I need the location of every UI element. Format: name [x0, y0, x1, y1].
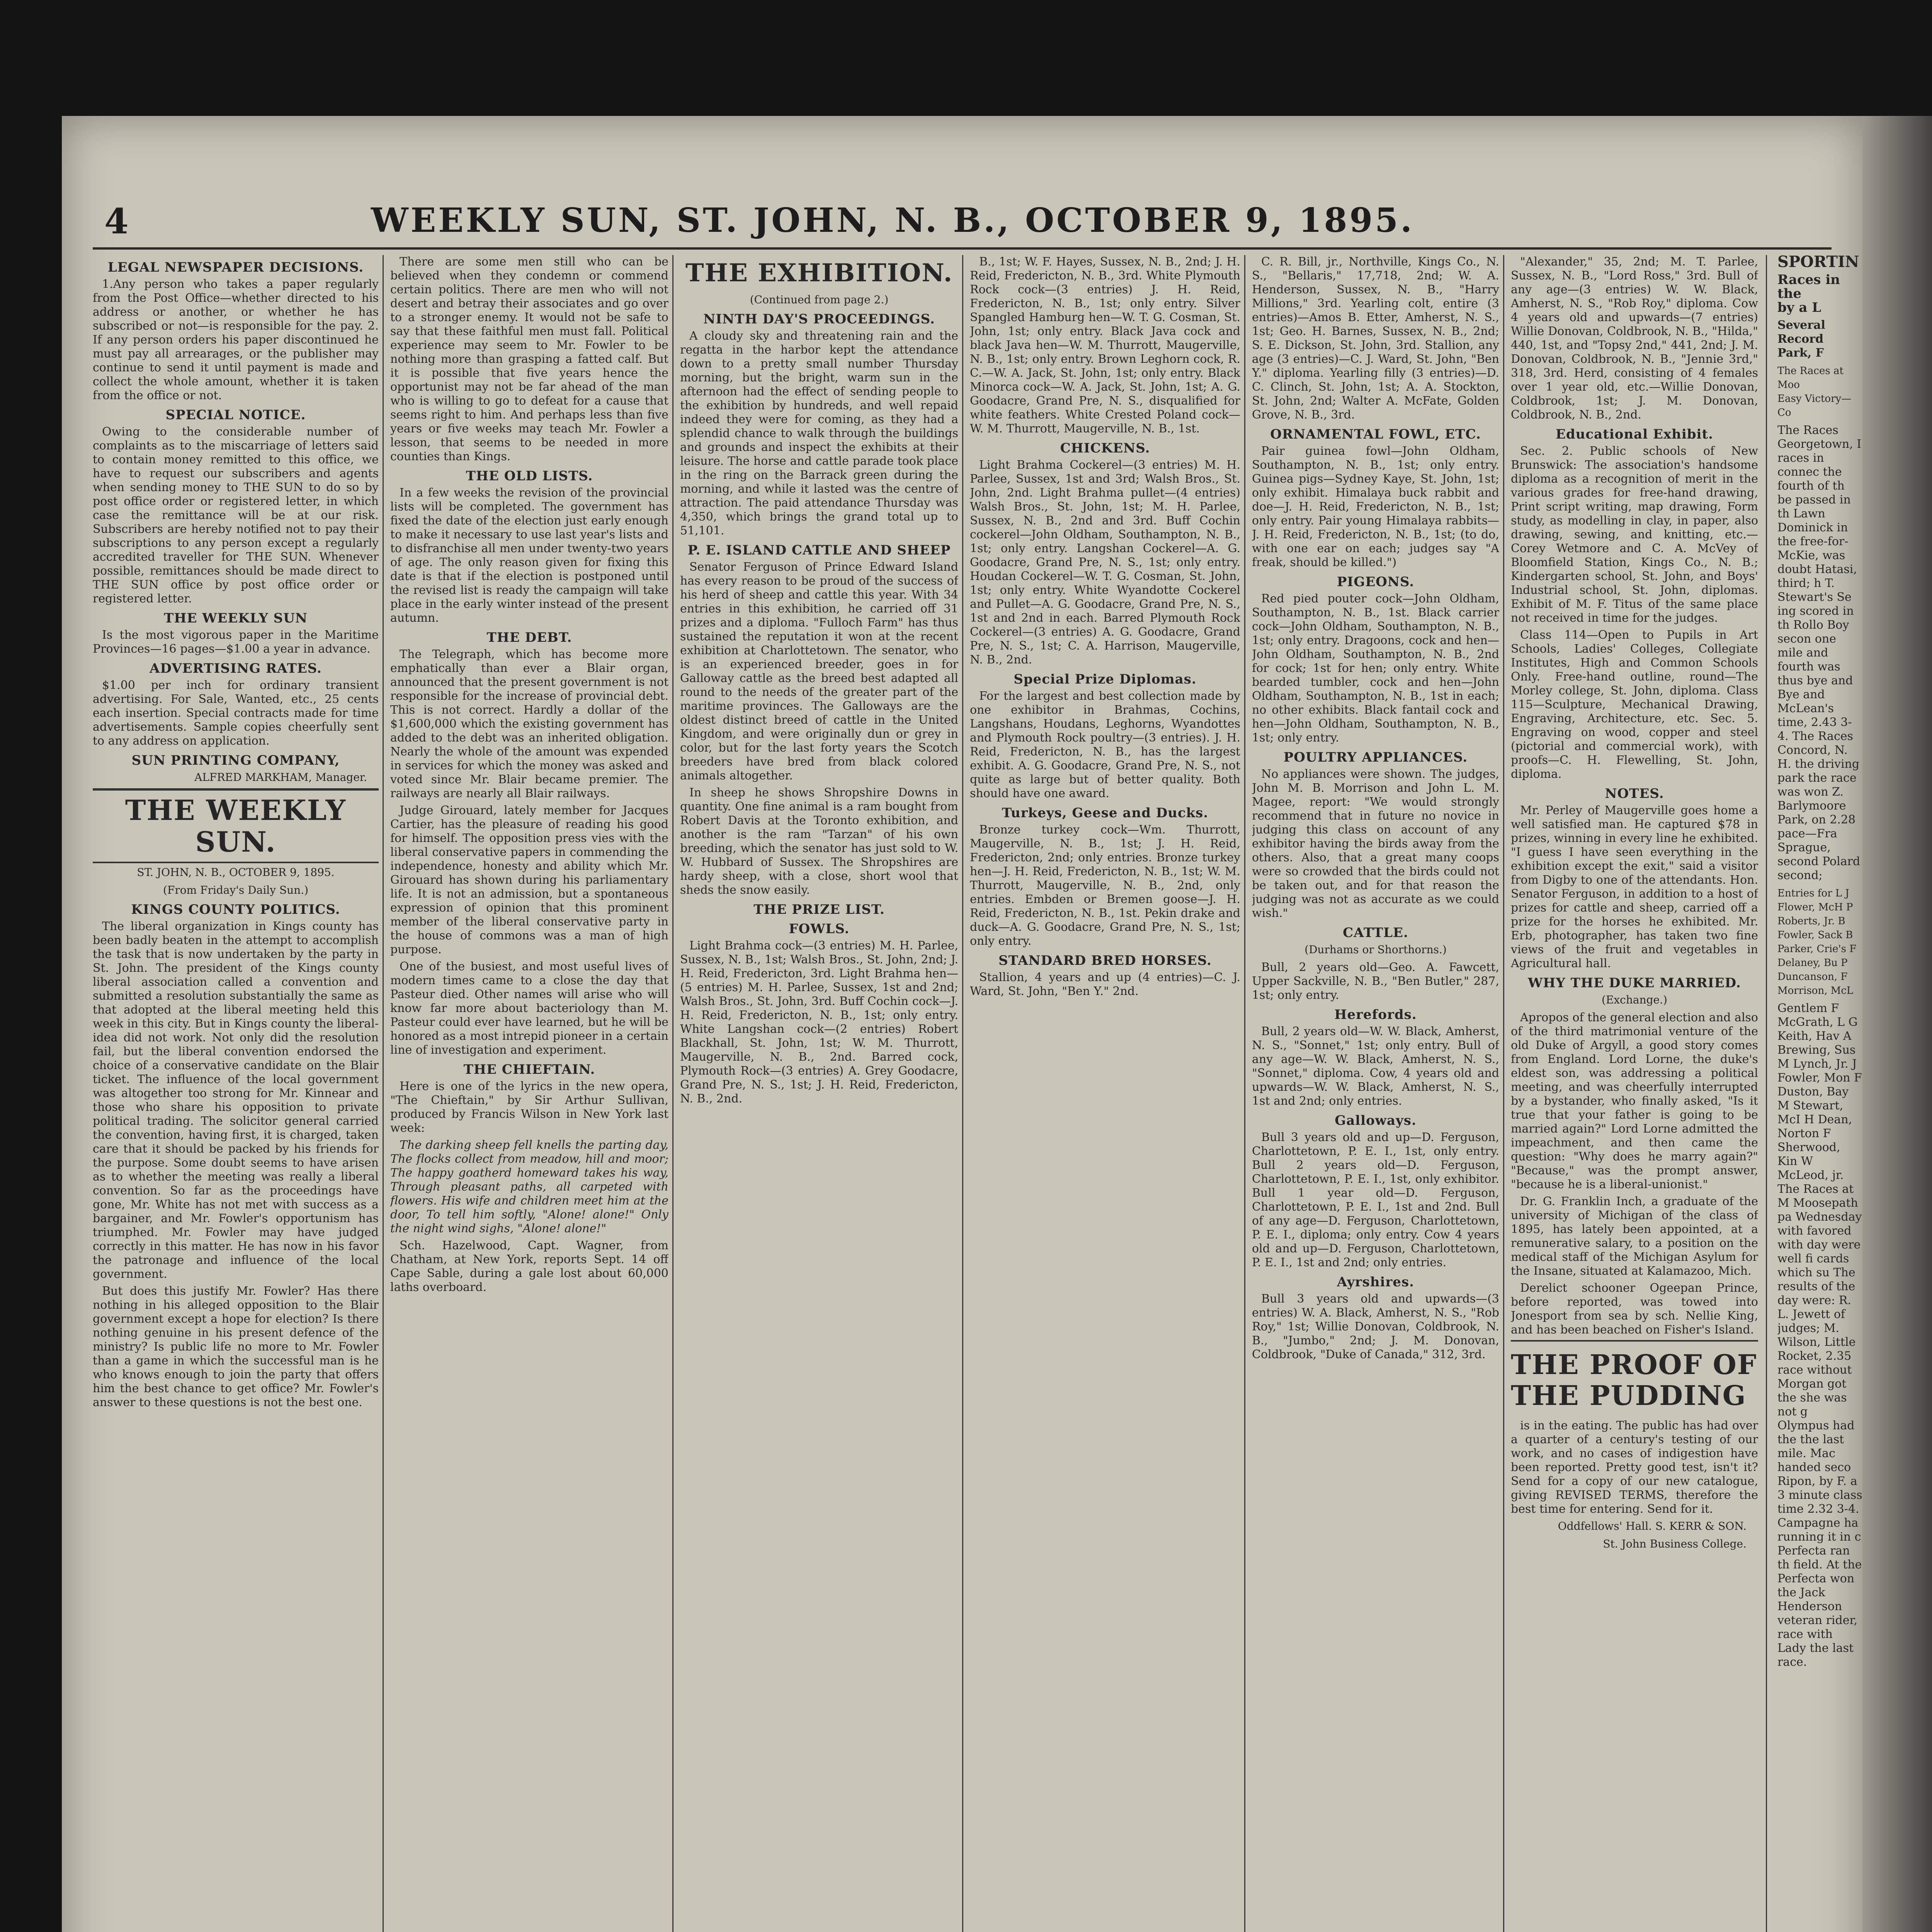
pei-text-2: In sheep he shows Shropshire Downs in quantity. One fine animal is a ram bought from Robert Davis at the Toronto exhibition, and another is the ram "Tarzan" of his own breeding, which the senator has just sold to W. W. Hubbard of Sussex. The Shropshires are hardy sheep, with a close, short wool that sheds the snow easily. [680, 786, 958, 897]
divider [93, 862, 379, 863]
ninth-day-heading: NINTH DAY'S PROCEEDINGS. [703, 311, 935, 327]
column-4 [970, 255, 1240, 1932]
proof-of-pudding-text: is in the eating. The public has had over a quarter of a century's testing of our work, and no cases of indigestion have been reported. Pretty good test, isn't it? Send for a copy of our new catalogue, giving REVISED TERMS, therefore the best time for entering. Send for it. [1511, 1419, 1758, 1516]
duke-subheading: (Exchange.) [1602, 993, 1667, 1006]
notes-heading: NOTES. [1605, 786, 1664, 801]
chickens-text: Light Brahma Cockerel—(3 entries) M. H. Parlee, Sussex, 1st and 3rd; Walsh Bros., St. John, 2nd. Light Brahma pullet—(4 entries) Walsh Bros., St. John, 1st; M. H. Parlee, Sussex, N. B., 2nd and 3rd. Buff Cochin cockerel—John Oldham, Southampton, N. B., 1st; only entry. Langshan Cockerel—A. G. Goodacre, Grand Pre, N. S., 1st; only entry. Houdan Cockerel—W. T. G. Cosman, St. John, 1st; only entry. White Wyandotte Cockerel and Pullet—A. G. Goodacre, Grand Pre, N. S., 1st and 2nd in each. Barred Plymouth Rock Cockerel—(3 entries) A. G. Goodacre, Grand Pre, N. S., 1st; C. A. Harrison, Maugerville, N. B., 2nd. [970, 458, 1240, 667]
pigeons-heading: PIGEONS. [1337, 574, 1415, 590]
ornamental-text: Pair guinea fowl—John Oldham, Southampton, N. B., 1st; only entry. Guinea pigs—Sydney Kaye, St. John, 1st; only exhibit. Himalaya buck rabbit and doe—J. H. Reid, Fredericton, N. B., 1st; only entry. Pair young Himalaya rabbits—J. H. Reid, Fredericton, N. B., 1st; (to do, with one ear on each; judges say "A freak, should be killed.") [1252, 444, 1499, 569]
class-text: Class 114—Open to Pupils in Art Schools, Ladies' Colleges, Collegiate Institutes, High and Common Schools Only. Free-hand outline, round—The Morley college, St. John, diploma. Class 115—Sculpture, Mechanical Drawing, Engraving, Architecture, etc. Sec. 5. Engraving on wood, copper and steel (pictorial and commercial work), with proofs—C. H. Flewelling, St. John, diploma. [1511, 628, 1758, 781]
poultry-appliances-heading: POULTRY APPLIANCES. [1283, 750, 1468, 765]
faithful-men-text: There are some men still who can be believed when they condemn or commend certain politics. There are men who will not desert and betray their associates and go over to a stronger enemy. It would not be safe to say that these faithful men must fall. Political experience may seem to Mr. Fowler to be nothing more than grasping a fatted calf. But it is possible that five years hence the opportunist may not be far ahead of the man who is willing to go to defeat for a cause that seems right to him. And perhaps less than five years or five weeks may teach Mr. Fowler a lesson, that seems to be needed in more counties than Kings. [390, 255, 668, 463]
fowls-heading: FOWLS. [789, 921, 850, 937]
chickens-heading: CHICKENS. [1060, 440, 1150, 456]
debt-text: The Telegraph, which has become more emphatically than ever a Blair organ, announced that the present government is not responsible for the increase of provincial debt. This is not correct. Hardly a dollar of the $1,600,000 which the existing government has added to the debt was an inherited obligation. Nearly the whole of the amount was expended in services for which the money was asked and voted since Mr. Blair became premier. The railways are nearly all Blair railways. [390, 648, 668, 800]
column-1 [93, 255, 379, 1932]
continued-note: (Continued from page 2.) [750, 293, 889, 306]
sporting-sub-4: Park, F [1777, 346, 1824, 360]
column-6 [1511, 255, 1758, 1932]
sporting-entries: Entries for L J Flower, McH P Roberts, Jr. B Fowler, Sack B Parker, Crie's F Delaney, Bu P Duncanson, F Morrison, McL [1777, 888, 1857, 997]
sporting-sub-3: Several Record [1777, 318, 1825, 346]
galloways-text: Bull 3 years old and up—D. Ferguson, Charlottetown, P. E. I., 1st, only entry. Bull 2 years old—D. Ferguson, Charlottetown, P. E. I., 1st, only exhibitor. Bull 1 year old—D. Ferguson, Charlottetown, P. E. I., 1st and 2nd. Bull of any age—D. Ferguson, Charlottetown, P. E. I., diploma; only entry. Cow 4 years old and up—D. Ferguson, Charlottetown, P. E. I., 1st and 2nd; only entries. [1252, 1131, 1499, 1269]
sporting-sub-2: by a L [1777, 300, 1821, 315]
sporting-sub-1: Races in the [1777, 272, 1840, 301]
dateline: ST. JOHN, N. B., OCTOBER 9, 1895. [137, 866, 335, 879]
duke-text: Apropos of the general election and also of the third matrimonial venture of the old Duke of Argyll, a good story comes from England. Lord Lorne, the duke's eldest son, was addressing a political meeting, and was cheerfully interrupted by a bystander, who finally asked, "Is it true that your father is going to be married again?" Lord Lorne admitted the impeachment, and then came the question: "Why does he marry again?" "Because," was the prompt answer, "because he is a liberal-unionist." [1511, 1011, 1758, 1191]
page-edge-shadow [1862, 116, 1932, 1932]
old-lists-text: In a few weeks the revision of the provincial lists will be completed. The government has fixed the date of the election just early enough to make it necessary to use last year's lists and to disfranchise all men under twenty-two years of age. The only reason given for fixing this date is that if the election is postponed until the revised list is ready the campaign will take place in the early winter instead of the present autumn. [390, 486, 668, 625]
chieftain-intro: Here is one of the lyrics in the new opera, "The Chieftain," by Sir Arthur Sullivan, produced by Francis Wilson in New York last week: [390, 1080, 668, 1135]
special-notice-heading: SPECIAL NOTICE. [165, 407, 306, 423]
educational-heading: Educational Exhibit. [1556, 427, 1713, 442]
divider [1511, 1340, 1758, 1342]
kings-county-text: The liberal organization in Kings county has been badly beaten in the attempt to accomplish the task that is now undertaken by the party in St. John. The president of the Kings county liberal association called a convention and submitted a resolution substantially the same as that adopted at the liberal meeting held this week in this city. But in Kings county the liberal-idea did not work. Not only did the resolution fail, but the liberal convention endorsed the choice of a conservative candidate on the Blair ticket. The influence of the local government was altogether too strong for Mr. Kinnear and those who share his opposition to private political trading. The solicitor general carried the convention, having first, it is charged, taken care that it should be packed by his friends for the purpose. Some doubt seems to have arisen as to whether the meeting was really a liberal convention. So far as the proceedings have gone, Mr. White has not met with success as a bargainer, and Mr. Fowler's opportunism has triumphed. Mr. Fowler may have judged correctly in this matter. He has now in his favor the patronage and influence of the local government. [93, 920, 379, 1281]
column-divider [383, 255, 384, 1932]
advertising-text: $1.00 per inch for ordinary transient advertising. For Sale, Wanted, etc., 25 cents each insertion. Special contracts made for time advertisements. Sample copies cheerfully sent to any address on application. [93, 679, 379, 748]
cattle-text: Bull, 2 years old—Geo. A. Fawcett, Upper Sackville, N. B., "Ben Butler," 287, 1st; only entry. [1252, 961, 1499, 1002]
chieftain-heading: THE CHIEFTAIN. [463, 1062, 595, 1077]
column-divider [672, 255, 673, 1932]
manager-name: ALFRED MARKHAM, Manager. [194, 771, 367, 784]
educational-text: Sec. 2. Public schools of New Brunswick: The association's handsome diploma as a recognition of merit in the various grades for free-hand drawing, Print script writing, map drawing, Form study, as modelling in clay, in paper, also drawing, sewing, and knitting, etc.—Corey Wetmore and C. A. McVey of Bloomfield Station, Kings Co., N. B.; Kindergarten school, St. John, and Boys' Industrial school, St. John, diplomas. Exhibit of M. F. Titus of the same place not received in time for the judges. [1511, 444, 1758, 625]
poultry-appliances-text: No appliances were shown. The judges, John M. B. Morrison and John L. M. Magee, report: "We would strongly recommend that in future no novice in judging this class on account of any exhibitor having the birds away from the others. Also, that a great many coops were so crowded that the birds could not be taken out, and for that reason the judging was not as accurate as we could wish." [1252, 767, 1499, 920]
ayrshires-text: Bull 3 years old and upwards—(3 entries) W. A. Black, Amherst, N. S., "Rob Roy," 1st; Willie Donovan, Coldbrook, N. B., "Jumbo," 2nd; J. M. Donovan, Coldbrook, "Duke of Canada," 312, 3rd. [1252, 1292, 1499, 1361]
dr-inch-text: Dr. G. Franklin Inch, a graduate of the university of Michigan of the class of 1895, has lately been appointed, at a remunerative salary, to a position on the medical staff of the Michigan Asylum for the Insane, situated at Kalamazoo, Mich. [1511, 1195, 1758, 1278]
weekly-sun-big-heading: THE WEEKLY SUN. [125, 794, 347, 858]
business-college: St. John Business College. [1603, 1537, 1747, 1550]
kings-county-text-2: But does this justify Mr. Fowler? Has there nothing in his alleged opposition to the Blair government except a hope for election? Is there nothing genuine in his present defence of the ministry? Is public life no more to Mr. Fowler than a game in which the successful man is he who knows enough to join the party that offers him the best chance to get office? Mr. Fowler's answer to these questions is not the best one. [93, 1284, 379, 1409]
masthead [62, 201, 1862, 243]
derelict-note: Derelict schooner Ogeepan Prince, before reported, was towed into Jonesport from sea by sch. Nellie King, and has been beached on Fisher's Island. [1511, 1281, 1758, 1337]
ayrshires-heading: Ayrshires. [1337, 1274, 1414, 1290]
exhibition-heading: THE EXHIBITION. [685, 259, 953, 287]
page-number: 4 [104, 201, 129, 242]
pigeons-text: Red pied pouter cock—John Oldham, Southampton, N. B., 1st. Black carrier cock—John Oldham, Southampton, N. B., 1st; only entry. Dragoons, cock and hen—John Oldham, Southampton, N. B., 2nd for cock; 1st for hen; only entry. White bearded tumbler, cock and hen—John Oldham, Southampton, N. B., 1st in each; no other exhibits. Black fantail cock and hen—John Oldham, Southampton, N. B., 1st; only entry. [1252, 592, 1499, 745]
column-divider [962, 255, 963, 1932]
column-divider [1766, 255, 1767, 1932]
sporting-text-2: Gentlem F McGrath, L G Keith, Hav A Brewing, Sus M Lynch, Jr. J Fowler, Mon F Duston, Bay M Stewart, McI H Dean, Norton F Sherwood, Kin W McLeod, jr. The Races at M Moosepath pa Wednesday with favored with day were well fi cards which su The results of the day were: R. L. Jewett of judges; M. Wilson, Little Rocket, 2.35 race without Morgan got the she was not g Olympus had the the last mile. Mac handed seco Ripon, by F. a 3 minute class time 2.32 3-4. Campagne ha running it in c Perfecta ran th field. At the Perfecta won the Jack Henderson veteran rider, race with Lady the last race. [1777, 1002, 1862, 1669]
turkeys-heading: Turkeys, Geese and Ducks. [1002, 805, 1209, 821]
masthead-title: WEEKLY SUN, ST. JOHN, N. B., OCTOBER 9, 1895. [371, 201, 1415, 240]
company-name: SUN PRINTING COMPANY, [131, 753, 340, 768]
horses-continued: C. R. Bill, jr., Northville, Kings Co., N. S., "Bellaris," 17,718, 2nd; W. A. Henderson, Sussex, N. B., "Harry Millions," 3rd. Yearling colt, entire (3 entries)—Amos B. Etter, Amherst, N. S., 1st; Geo. H. Barnes, Sussex, N. B., 2nd; S. E. Dickson, St. John, 3rd. Stallion, any age (3 entries)—C. J. Ward, St. John, "Ben Y." diploma. Yearling filly (3 entries)—D. C. Clinch, St. John, 1st; A. A. Stockton, St. John, 2nd; Walter A. McFate, Golden Grove, N. B., 3rd. [1252, 255, 1499, 422]
fowls-text: Light Brahma cock—(3 entries) M. H. Parlee, Sussex, N. B., 1st; Walsh Bros., St. John, 2nd; J. H. Reid, Fredericton, 3rd. Light Brahma hen—(5 entries) M. H. Parlee, Sussex, 1st and 2nd; Walsh Bros., St. John, 3rd. Buff Cochin cock—J. H. Reid, Fredericton, N. B., 1st; only entry. White Langshan cock—(2 entries) Robert Blackhall, St. John, 1st; W. M. Thurrott, Maugerville, N. B., 2nd. Barred cock, Plymouth Rock—(3 entries) A. Grey Goodacre, Grand Pre, N. S., 1st; J. H. Reid, Fredericton, N. B., 2nd. [680, 939, 958, 1105]
special-diplomas-heading: Special Prize Diplomas. [1014, 672, 1197, 687]
fowls-continued: B., 1st; W. F. Hayes, Sussex, N. B., 2nd; J. H. Reid, Fredericton, N. B., 3rd. White Plymouth Rock cock—(3 entries) J. H. Reid, Fredericton, N. B., 1st; only entry. Silver Spangled Hamburg hen—W. T. G. Cosman, St. John, 1st; only entry. Black Java cock and black Java hen—W. M. Thurrott, Maugerville, N. B., 1st; only entry. Brown Leghorn cock, R. C.—W. A. Jack, St. John, 1st; only entry. Black Minorca cock—W. A. Jack, St. John, 1st; A. G. Goodacre, Grand Pre, N. S., disqualified for white feathers. White Crested Poland cock—W. M. Thurrott, Maugerville, N. B., 1st. [970, 255, 1240, 435]
notes-text: Mr. Perley of Maugerville goes home a well satisfied man. He captured $78 in prizes, winning in every line he exhibited. "I guess I have seen everything in the exhibition except the exit," said a visitor from Digby to one of the attendants. Hon. Senator Ferguson, in addition to a host of prizes for cattle and sheep, carried off a prize for the horses he exhibited. Mr. Erb, photographer, has taken two fine views of the fruit and vegetables in Agricultural hall. [1511, 804, 1758, 970]
column-2 [390, 255, 668, 1932]
from-line: (From Friday's Daily Sun.) [163, 884, 309, 896]
standard-horses-heading: STANDARD BRED HORSES. [998, 953, 1212, 968]
special-notice-text: Owing to the considerable number of complaints as to the miscarriage of letters said to contain money remitted to this office, we have to request our subscribers and agents when sending money to THE SUN to do so by post office order or registered letter, in which case the remittance will be at our risk. Subscribers are hereby notified not to pay their subscriptions to any person except a regularly accredited traveller for THE SUN. Whenever possible, remittances should be made direct to THE SUN office by post office order or registered letter. [93, 425, 379, 605]
girouard-text: Judge Girouard, lately member for Jacques Cartier, has the pleasure of reading his good for himself. The opposition press vies with the liberal conservative papers in commending the independence, honesty and ability which Mr. Girouard has shown during his parliamentary life. It is not an admission, but a spontaneous expression of opinion that this prominent member of the liberal conservative party in the house of commons was a man of high purpose. [390, 804, 668, 956]
pei-heading: P. E. ISLAND CATTLE AND SHEEP [687, 543, 951, 558]
kings-county-heading: KINGS COUNTY POLITICS. [131, 902, 340, 917]
pasteur-text: One of the busiest, and most useful lives of modern times came to a close the day that Pasteur died. Other names will arise who will know far more about bacteriology than M. Pasteur could ever have learned, but he will be honored as a most intrepid pioneer in a certain line of investigation and experiment. [390, 960, 668, 1057]
chieftain-poem: The darking sheep fell knells the parting day, The flocks collect from meadow, hill and moor; The happy goatherd homeward takes his way, Through pleasant paths, all carpeted with flowers. His wife and children meet him at the door, To tell him softly, "Alone! alone!" Only the night wind sighs, "Alone! alone!" [390, 1138, 668, 1235]
legal-text: 1.Any person who takes a paper regularly from the Post Office—whether directed to his address or another, or whether he has subscribed or not—is responsible for the pay. 2. If any person orders his paper discontinued he must pay all arrearages, or the publisher may continue to send it until payment is made and collect the whole amount, whether it is taken from the office or not. [93, 277, 379, 402]
newspaper-page [62, 116, 1862, 1932]
column-7-sporting [1777, 255, 1862, 1932]
debt-heading: THE DEBT. [486, 630, 572, 645]
herefords-heading: Herefords. [1334, 1007, 1417, 1022]
column-3 [680, 255, 958, 1932]
proof-of-pudding-heading: THE PROOF OF THE PUDDING [1511, 1349, 1757, 1412]
legal-heading: LEGAL NEWSPAPER DECISIONS. [107, 260, 364, 275]
galloways-heading: Galloways. [1335, 1113, 1417, 1128]
cattle-subheading: (Durhams or Shorthorns.) [1304, 943, 1447, 956]
schooner-note: Sch. Hazelwood, Capt. Wagner, from Chatham, at New York, reports Sept. 14 off Cape Sable, during a gale lost about 60,000 laths overboard. [390, 1239, 668, 1294]
masthead-rule [93, 247, 1832, 250]
sporting-sub-5: The Races at Moo [1777, 365, 1844, 391]
ayrshires-continued: "Alexander," 35, 2nd; M. T. Parlee, Sussex, N. B., "Lord Ross," 3rd. Bull of any age—(3 entries) W. W. Black, Amherst, N. S., "Rob Roy," diploma. Cow 4 years old and upwards—(7 entries) Willie Donovan, Coldbrook, N. B., "Hilda," 440, 1st, and "Topsy 2nd," 441, 2nd; J. M. Donovan, Coldbrook, N. B., "Jennie 3rd," 318, 3rd. Herd, consisting of 4 females over 1 year old, etc.—Willie Donovan, Coldbrook, 1st; J. M. Donovan, Coldbrook, N. B., 2nd. [1511, 255, 1758, 422]
divider [93, 788, 379, 791]
old-lists-heading: THE OLD LISTS. [466, 468, 593, 484]
prize-list-heading: THE PRIZE LIST. [753, 902, 885, 917]
weekly-sun-text: Is the most vigorous paper in the Maritime Provinces—16 pages—$1.00 a year in advance. [93, 628, 379, 656]
standard-horses-text: Stallion, 4 years and up (4 entries)—C. J. Ward, St. John, "Ben Y." 2nd. [970, 971, 1240, 998]
sporting-sub-6: Easy Victory—Co [1777, 393, 1852, 418]
herefords-text: Bull, 2 years old—W. W. Black, Amherst, N. S., "Sonnet," 1st; only entry. Bull of any age—W. W. Black, Amherst, N. S., "Sonnet," diploma. Cow, 4 years old and upwards—W. W. Black, Amherst, N. S., 1st and 2nd; only entries. [1252, 1025, 1499, 1108]
advertising-heading: ADVERTISING RATES. [149, 661, 322, 676]
weekly-sun-heading: THE WEEKLY SUN [164, 611, 308, 626]
ornamental-heading: ORNAMENTAL FOWL, ETC. [1270, 427, 1481, 442]
duke-heading: WHY THE DUKE MARRIED. [1528, 975, 1741, 991]
sporting-heading: SPORTIN [1777, 255, 1859, 271]
ninth-day-text: A cloudy sky and threatening rain and the regatta in the harbor kept the attendance down to a pretty small number Thursday morning, but the bright, warm sun in the afternoon had the effect of sending people to the exhibition by hundreds, and well repaid indeed they were for coming, as they had a splendid chance to walk through the buildings and grounds and inspect the exhibits at their leisure. The horse and cattle parade took place in the ring on the Barrack green during the morning, and while it lasted was the centre of attraction. The paid attendance Thursday was 4,350, which brings the grand total up to 51,101. [680, 329, 958, 537]
special-diplomas-text: For the largest and best collection made by one exhibitor in Brahmas, Cochins, Langshans, Houdans, Leghorns, Wyandottes and Plymouth Rock poultry—(3 entries). J. H. Reid, Fredericton, N. B., has the largest exhibit. A. G. Goodacre, Grand Pre, N. S., not quite as large but of better quality. Both should have one award. [970, 689, 1240, 800]
cattle-heading: CATTLE. [1343, 925, 1408, 940]
pei-text: Senator Ferguson of Prince Edward Island has every reason to be proud of the success of his herd of sheep and cattle this year. With 34 entries in this exhibition, he carried off 31 prizes and a diploma. "Fulloch Farm" has thus sustained the reputation it won at the recent exhibition at Charlottetown. The senator, who is an experienced breeder, goes in for Galloway cattle as the breed best adapted all round to the needs of the greater part of the maritime provinces. The Galloways are the oldest distinct breed of cattle in the United Kingdom, and were originally dun or grey in color, but for the last forty years the Scotch breeders have bred from black colored animals altogether. [680, 560, 958, 782]
column-divider [1503, 255, 1504, 1932]
column-5 [1252, 255, 1499, 1932]
column-divider [1244, 255, 1245, 1932]
sporting-text: The Races Georgetown, I races in connec the fourth of th be passed in th Lawn Dominick in the free-for- McKie, was doubt Hatasi, third; h T. Stewart's Se ing scored in th Rollo Boy secon one mile and fourth was thus bye and Bye and McLean's time, 2.43 3-4. The Races Concord, N. H. the driving park the race was won Z. Barlymoore Park, on 2.28 pace—Fra Sprague, second Polard second; [1777, 423, 1862, 882]
oddfellows-signature: Oddfellows' Hall. S. KERR & SON. [1558, 1520, 1747, 1532]
turkeys-text: Bronze turkey cock—Wm. Thurrott, Maugerville, N. B., 1st; J. H. Reid, Fredericton, 2nd; only entries. Bronze turkey hen—J. H. Reid, Fredericton, N. B., 1st; W. M. Thurrott, Maugerville, N. B., 2nd, only entries. Embden or Bremen goose—J. H. Reid, Fredericton, N. B., 1st. Pekin drake and duck—A. G. Goodacre, Grand Pre, N. S., 1st; only entry. [970, 823, 1240, 948]
